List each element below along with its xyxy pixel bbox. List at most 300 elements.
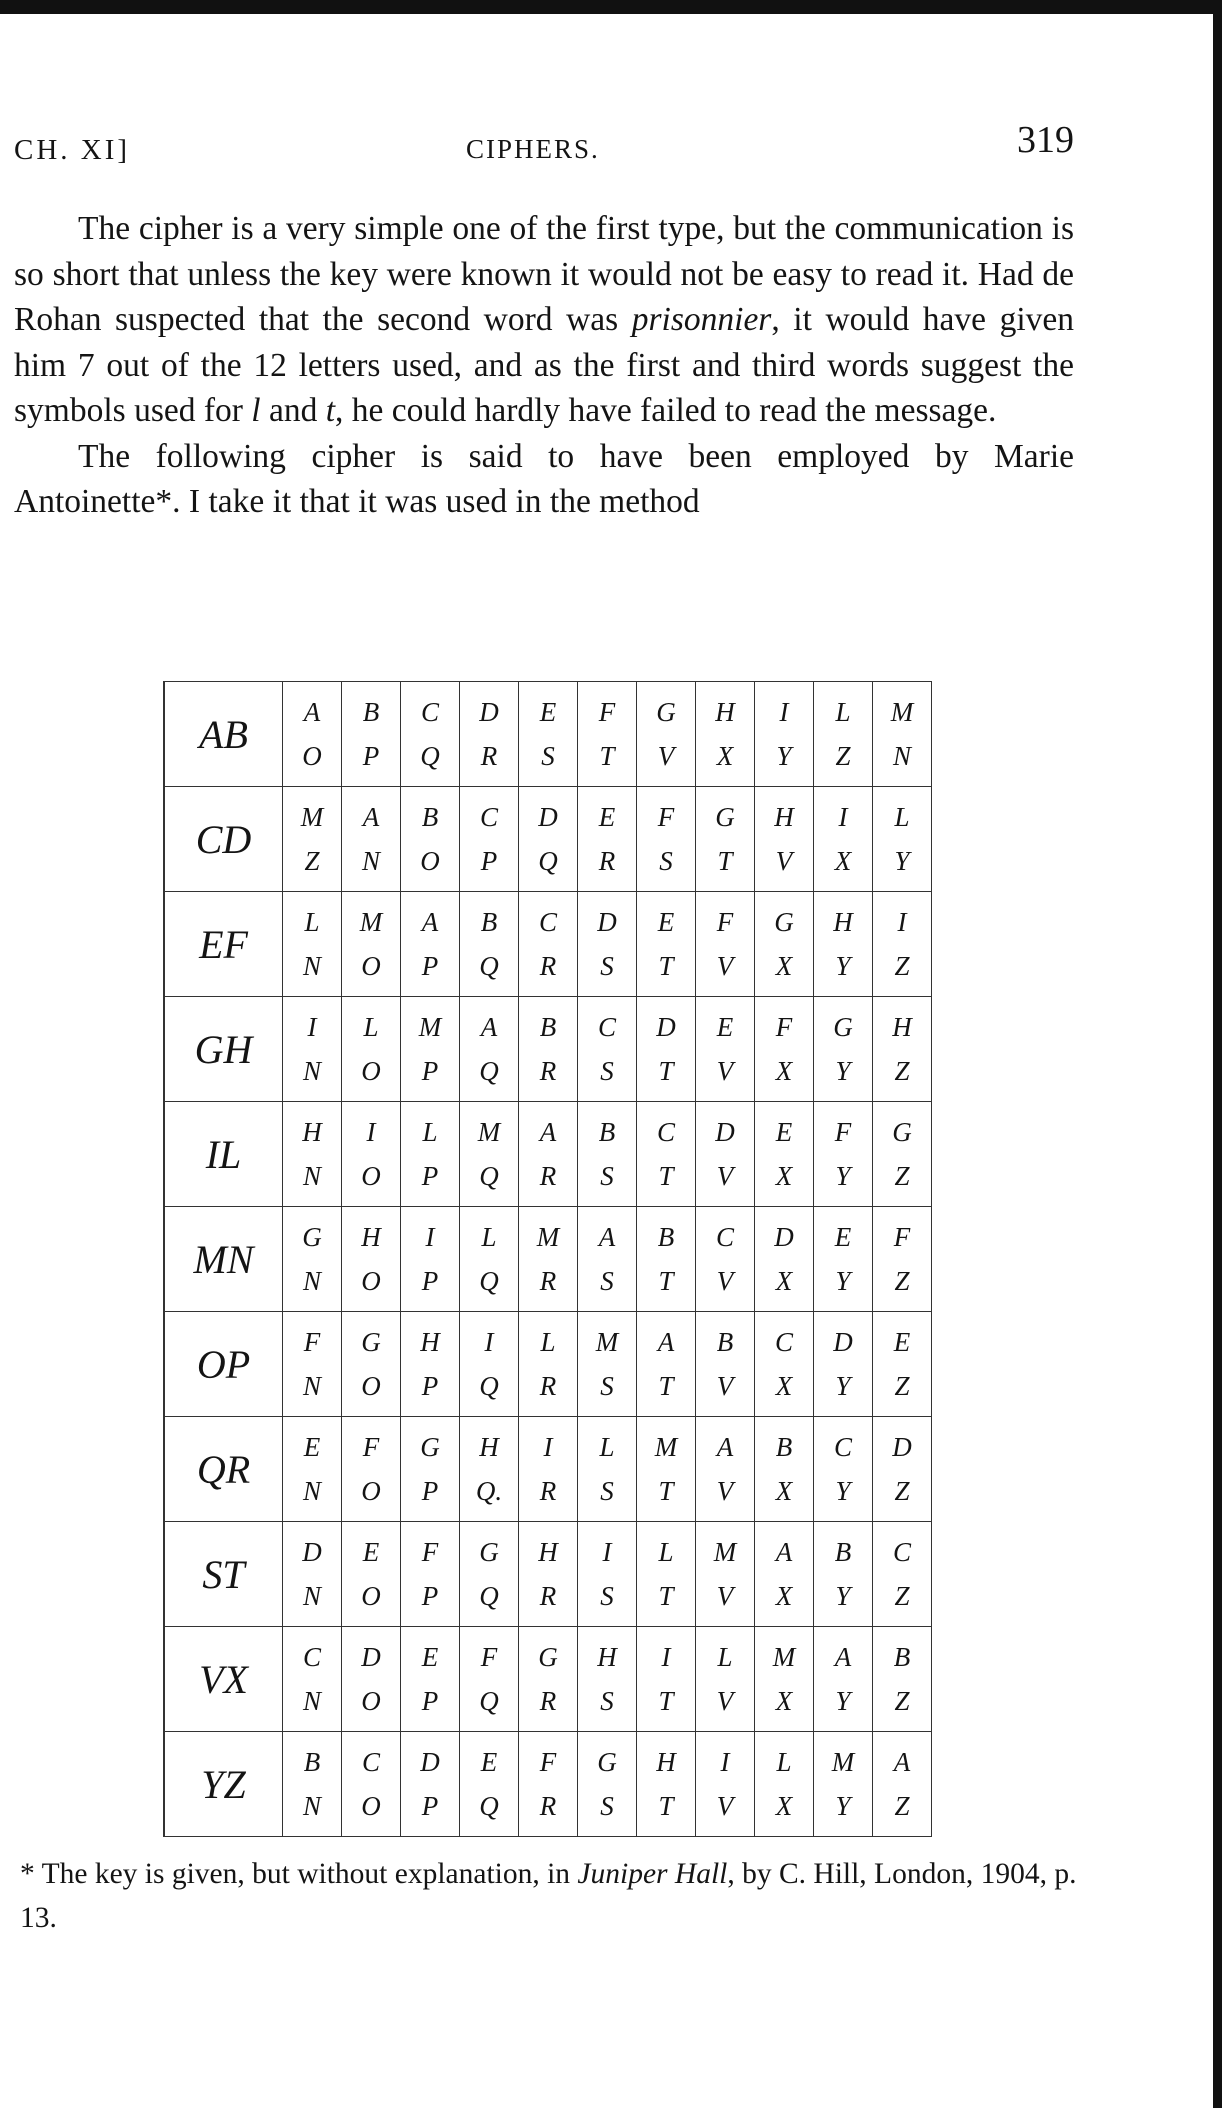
cipher-cell-bottom-letter: R — [539, 1056, 557, 1086]
cipher-cell — [519, 682, 578, 787]
cipher-cell — [342, 1312, 401, 1417]
cipher-cell-top-letter: D — [597, 907, 617, 937]
cipher-cell — [519, 1627, 578, 1732]
cipher-cell-top-letter: H — [892, 1012, 912, 1042]
cipher-cell — [814, 1207, 873, 1312]
cipher-cell — [578, 997, 637, 1102]
cipher-cell-top-letter: B — [598, 1117, 616, 1147]
cipher-cell-bottom-letter: T — [658, 1686, 674, 1716]
cipher-cell-top-letter: G — [656, 697, 676, 727]
cipher-cell-top-letter: H — [833, 907, 853, 937]
cipher-cell-top-letter: B — [539, 1012, 557, 1042]
cipher-cell-top-letter: D — [715, 1117, 735, 1147]
cipher-cell-bottom-letter: R — [539, 1161, 557, 1191]
page-right-edge — [1213, 0, 1222, 2108]
cipher-cell — [460, 1102, 519, 1207]
cipher-cell — [814, 892, 873, 997]
cipher-cell-top-letter: M — [359, 907, 383, 937]
cipher-cell-top-letter: B — [716, 1327, 734, 1357]
cipher-cell — [401, 997, 460, 1102]
cipher-cell-top-letter: G — [479, 1537, 499, 1567]
paragraph-1-text-d: , he could hardly have failed to read the message. — [335, 392, 997, 429]
cipher-cell — [401, 1732, 460, 1837]
cipher-cell-top-letter: E — [303, 1432, 321, 1462]
cipher-cell-bottom-letter: S — [600, 1056, 614, 1086]
cipher-cell-bottom-letter: Q — [479, 1371, 499, 1401]
cipher-cell — [342, 1732, 401, 1837]
cipher-cell — [283, 1627, 342, 1732]
cipher-cell — [460, 1522, 519, 1627]
cipher-cell-bottom-letter: P — [421, 1791, 439, 1821]
cipher-cell-top-letter: A — [362, 802, 380, 832]
cipher-cell-top-letter: F — [775, 1012, 793, 1042]
cipher-row-key: MN — [164, 1207, 283, 1312]
cipher-cell — [696, 1732, 755, 1837]
cipher-cell — [519, 1522, 578, 1627]
cipher-cell-top-letter: D — [656, 1012, 676, 1042]
cipher-cell-bottom-letter: N — [302, 1161, 321, 1191]
cipher-cell-top-letter: I — [838, 802, 848, 832]
cipher-cell-top-letter: C — [656, 1117, 675, 1147]
cipher-cell-bottom-letter: X — [775, 951, 793, 981]
cipher-cell — [401, 1312, 460, 1417]
cipher-table — [163, 681, 932, 1837]
cipher-cell — [696, 1207, 755, 1312]
cipher-cell-top-letter: A — [834, 1642, 852, 1672]
cipher-cell-top-letter: H — [715, 697, 735, 727]
cipher-cell-top-letter: M — [654, 1432, 678, 1462]
cipher-cell-bottom-letter: Z — [894, 1371, 910, 1401]
cipher-cell-top-letter: L — [717, 1642, 733, 1672]
cipher-cell-top-letter: C — [715, 1222, 734, 1252]
cipher-cell-bottom-letter: O — [361, 1056, 381, 1086]
cipher-cell — [342, 1417, 401, 1522]
paragraph-1-text-b: , it would have given him 7 out of the 12 letters used, and as the first and third words suggest the symbols used for — [14, 301, 1074, 429]
cipher-cell-bottom-letter: Y — [835, 1371, 851, 1401]
cipher-cell — [342, 787, 401, 892]
cipher-cell — [696, 997, 755, 1102]
cipher-cell-bottom-letter: Z — [894, 1686, 910, 1716]
cipher-cell-bottom-letter: V — [716, 1686, 734, 1716]
cipher-cell — [637, 1627, 696, 1732]
cipher-cell-bottom-letter: S — [600, 1686, 614, 1716]
cipher-cell — [519, 1732, 578, 1837]
cipher-cell-bottom-letter: N — [302, 1476, 321, 1506]
cipher-cell-top-letter: B — [480, 907, 498, 937]
cipher-cell-top-letter: I — [661, 1642, 671, 1672]
cipher-cell — [578, 1732, 637, 1837]
cipher-cell — [460, 1207, 519, 1312]
cipher-cell-bottom-letter: V — [716, 1371, 734, 1401]
cipher-cell-bottom-letter: R — [598, 846, 616, 876]
cipher-cell-top-letter: I — [425, 1222, 435, 1252]
cipher-cell-top-letter: D — [361, 1642, 381, 1672]
cipher-cell — [519, 1312, 578, 1417]
cipher-cell-bottom-letter: Y — [835, 1476, 851, 1506]
cipher-cell-bottom-letter: O — [361, 1371, 381, 1401]
cipher-cell — [814, 997, 873, 1102]
cipher-cell-top-letter: F — [598, 697, 616, 727]
cipher-cell-top-letter: F — [657, 802, 675, 832]
cipher-cell-top-letter: I — [779, 697, 789, 727]
cipher-cell-top-letter: B — [657, 1222, 675, 1252]
cipher-row — [164, 1417, 932, 1522]
cipher-cell — [460, 1732, 519, 1837]
cipher-cell — [578, 1627, 637, 1732]
cipher-cell-bottom-letter: P — [421, 1686, 439, 1716]
cipher-cell — [460, 1312, 519, 1417]
cipher-cell-top-letter: D — [538, 802, 558, 832]
cipher-cell-bottom-letter: N — [302, 1266, 321, 1296]
cipher-cell — [814, 1627, 873, 1732]
cipher-cell — [873, 1312, 932, 1417]
cipher-cell-bottom-letter: Y — [835, 1686, 851, 1716]
cipher-cell-bottom-letter: X — [716, 741, 734, 771]
cipher-cell — [696, 1627, 755, 1732]
cipher-cell-bottom-letter: Q — [479, 1686, 499, 1716]
cipher-cell-top-letter: G — [774, 907, 794, 937]
cipher-cell-bottom-letter: O — [361, 1791, 381, 1821]
cipher-cell — [696, 1312, 755, 1417]
cipher-cell-bottom-letter: Q — [479, 1266, 499, 1296]
cipher-cell-top-letter: E — [716, 1012, 734, 1042]
cipher-cell-top-letter: D — [833, 1327, 853, 1357]
cipher-cell — [755, 1627, 814, 1732]
cipher-cell-top-letter: B — [303, 1747, 321, 1777]
cipher-cell — [814, 1312, 873, 1417]
cipher-row-key: EF — [164, 892, 283, 997]
cipher-cell — [283, 1522, 342, 1627]
cipher-cell-top-letter: C — [597, 1012, 616, 1042]
cipher-cell — [401, 787, 460, 892]
cipher-cell-bottom-letter: S — [600, 1581, 614, 1611]
cipher-cell — [755, 1522, 814, 1627]
cipher-cell — [460, 1417, 519, 1522]
cipher-cell — [873, 1732, 932, 1837]
cipher-cell-bottom-letter: Y — [776, 741, 792, 771]
cipher-cell-bottom-letter: Z — [835, 741, 851, 771]
cipher-cell-top-letter: H — [361, 1222, 381, 1252]
cipher-cell-top-letter: E — [421, 1642, 439, 1672]
cipher-cell-bottom-letter: N — [302, 1791, 321, 1821]
cipher-cell — [873, 1627, 932, 1732]
cipher-cell — [342, 892, 401, 997]
cipher-cell-bottom-letter: N — [892, 741, 911, 771]
cipher-row — [164, 1207, 932, 1312]
cipher-cell-bottom-letter: V — [716, 1161, 734, 1191]
cipher-cell-top-letter: G — [302, 1222, 322, 1252]
cipher-cell-bottom-letter: R — [539, 1791, 557, 1821]
cipher-cell-bottom-letter: P — [421, 1266, 439, 1296]
cipher-cell-top-letter: B — [775, 1432, 793, 1462]
cipher-cell — [814, 1102, 873, 1207]
body-text — [14, 206, 1074, 525]
cipher-cell-top-letter: B — [362, 697, 380, 727]
cipher-cell-top-letter: C — [420, 697, 439, 727]
cipher-cell — [696, 787, 755, 892]
cipher-cell — [283, 1732, 342, 1837]
cipher-cell-bottom-letter: X — [775, 1266, 793, 1296]
cipher-cell-top-letter: G — [892, 1117, 912, 1147]
cipher-cell-top-letter: H — [774, 802, 794, 832]
cipher-cell-top-letter: H — [420, 1327, 440, 1357]
cipher-cell-bottom-letter: Q — [479, 951, 499, 981]
cipher-cell-bottom-letter: S — [600, 951, 614, 981]
cipher-cell — [873, 1522, 932, 1627]
cipher-cell — [755, 1732, 814, 1837]
cipher-cell — [696, 682, 755, 787]
cipher-cell-bottom-letter: Q — [479, 1581, 499, 1611]
cipher-cell — [342, 1627, 401, 1732]
cipher-cell — [578, 892, 637, 997]
cipher-cell-bottom-letter: Q — [538, 846, 558, 876]
cipher-cell — [578, 787, 637, 892]
cipher-cell — [342, 1207, 401, 1312]
cipher-cell-top-letter: L — [658, 1537, 674, 1567]
cipher-cell-bottom-letter: Z — [304, 846, 320, 876]
cipher-cell — [283, 1102, 342, 1207]
cipher-cell-top-letter: G — [597, 1747, 617, 1777]
cipher-row — [164, 1627, 932, 1732]
cipher-cell-bottom-letter: R — [539, 951, 557, 981]
cipher-cell-bottom-letter: P — [421, 1161, 439, 1191]
cipher-cell-bottom-letter: Y — [894, 846, 910, 876]
cipher-cell-bottom-letter: Q. — [475, 1476, 503, 1506]
cipher-cell-top-letter: D — [302, 1537, 322, 1567]
cipher-cell — [637, 1102, 696, 1207]
cipher-cell-top-letter: M — [477, 1117, 501, 1147]
cipher-cell-bottom-letter: O — [361, 1161, 381, 1191]
cipher-cell-top-letter: E — [657, 907, 675, 937]
cipher-cell-top-letter: B — [834, 1537, 852, 1567]
cipher-cell-bottom-letter: P — [480, 846, 498, 876]
cipher-cell-top-letter: M — [890, 697, 914, 727]
cipher-cell-top-letter: G — [715, 802, 735, 832]
cipher-cell — [283, 892, 342, 997]
cipher-cell — [401, 892, 460, 997]
paragraph-1-italic-t: t — [325, 392, 336, 429]
cipher-cell-top-letter: M — [831, 1747, 855, 1777]
cipher-cell-bottom-letter: R — [539, 1686, 557, 1716]
cipher-cell-top-letter: E — [775, 1117, 793, 1147]
cipher-cell-top-letter: M — [536, 1222, 560, 1252]
cipher-row — [164, 787, 932, 892]
cipher-cell-top-letter: C — [302, 1642, 321, 1672]
cipher-cell-top-letter: B — [893, 1642, 911, 1672]
cipher-cell-top-letter: H — [538, 1537, 558, 1567]
cipher-cell-bottom-letter: X — [775, 1056, 793, 1086]
cipher-cell-bottom-letter: O — [361, 1686, 381, 1716]
cipher-row — [164, 682, 932, 787]
cipher-cell-bottom-letter: V — [716, 951, 734, 981]
cipher-cell-top-letter: L — [422, 1117, 438, 1147]
cipher-row-key: QR — [164, 1417, 283, 1522]
cipher-cell — [578, 682, 637, 787]
cipher-cell-bottom-letter: O — [361, 1266, 381, 1296]
cipher-cell-top-letter: I — [720, 1747, 730, 1777]
cipher-cell-top-letter: F — [716, 907, 734, 937]
cipher-cell — [755, 787, 814, 892]
cipher-row-key: AB — [164, 682, 283, 787]
cipher-row — [164, 892, 932, 997]
cipher-cell — [755, 892, 814, 997]
cipher-cell-bottom-letter: Q — [479, 1791, 499, 1821]
cipher-cell-top-letter: I — [897, 907, 907, 937]
cipher-cell-bottom-letter: X — [775, 1791, 793, 1821]
cipher-cell-top-letter: F — [421, 1537, 439, 1567]
cipher-cell — [814, 682, 873, 787]
cipher-cell — [401, 1627, 460, 1732]
cipher-row-key: OP — [164, 1312, 283, 1417]
cipher-cell-bottom-letter: S — [659, 846, 673, 876]
cipher-cell — [460, 892, 519, 997]
cipher-cell — [696, 1417, 755, 1522]
cipher-row-key: ST — [164, 1522, 283, 1627]
cipher-cell-bottom-letter: P — [362, 741, 380, 771]
cipher-cell-bottom-letter: X — [775, 1161, 793, 1191]
cipher-cell-bottom-letter: Q — [479, 1161, 499, 1191]
cipher-cell — [519, 997, 578, 1102]
cipher-cell-top-letter: A — [539, 1117, 557, 1147]
cipher-cell-top-letter: A — [421, 907, 439, 937]
cipher-cell-top-letter: L — [363, 1012, 379, 1042]
page-top-edge — [0, 0, 1222, 14]
cipher-cell-bottom-letter: Y — [835, 1791, 851, 1821]
cipher-cell-top-letter: M — [418, 1012, 442, 1042]
cipher-cell-bottom-letter: O — [361, 1581, 381, 1611]
cipher-cell-top-letter: G — [420, 1432, 440, 1462]
cipher-cell — [283, 1417, 342, 1522]
cipher-cell-top-letter: F — [303, 1327, 321, 1357]
cipher-cell — [401, 1102, 460, 1207]
cipher-cell — [342, 997, 401, 1102]
cipher-cell-bottom-letter: T — [717, 846, 733, 876]
cipher-cell-bottom-letter: O — [302, 741, 322, 771]
cipher-cell-bottom-letter: R — [539, 1476, 557, 1506]
cipher-cell — [401, 682, 460, 787]
cipher-cell-top-letter: A — [893, 1747, 911, 1777]
cipher-cell-top-letter: C — [833, 1432, 852, 1462]
cipher-cell-bottom-letter: V — [716, 1476, 734, 1506]
footnote-text-b: , by C. Hill, London, 1904, p. 13. — [20, 1858, 1077, 1934]
cipher-cell — [873, 1417, 932, 1522]
cipher-cell-bottom-letter: T — [658, 1476, 674, 1506]
cipher-cell — [460, 1627, 519, 1732]
paragraph-1-italic-word: prisonnier — [631, 301, 772, 338]
cipher-cell-bottom-letter: S — [600, 1371, 614, 1401]
cipher-cell — [283, 787, 342, 892]
cipher-cell-top-letter: I — [543, 1432, 553, 1462]
cipher-cell-bottom-letter: O — [361, 951, 381, 981]
cipher-row — [164, 1732, 932, 1837]
cipher-cell-top-letter: H — [302, 1117, 322, 1147]
cipher-cell-bottom-letter: Y — [835, 951, 851, 981]
cipher-cell — [873, 787, 932, 892]
cipher-cell — [519, 787, 578, 892]
cipher-cell-top-letter: M — [713, 1537, 737, 1567]
cipher-cell-bottom-letter: Z — [894, 1161, 910, 1191]
cipher-cell — [342, 1102, 401, 1207]
cipher-cell-bottom-letter: S — [600, 1791, 614, 1821]
cipher-cell-bottom-letter: O — [420, 846, 440, 876]
cipher-cell-top-letter: L — [599, 1432, 615, 1462]
cipher-cell — [283, 1312, 342, 1417]
cipher-cell-bottom-letter: Z — [894, 1056, 910, 1086]
cipher-cell-bottom-letter: V — [657, 741, 675, 771]
cipher-cell — [637, 1312, 696, 1417]
cipher-cell-bottom-letter: S — [600, 1476, 614, 1506]
cipher-cell-top-letter: D — [774, 1222, 794, 1252]
cipher-cell-bottom-letter: R — [539, 1371, 557, 1401]
cipher-cell — [873, 1207, 932, 1312]
cipher-cell-top-letter: L — [835, 697, 851, 727]
cipher-cell-bottom-letter: Z — [894, 1266, 910, 1296]
cipher-cell — [401, 1522, 460, 1627]
paragraph-1 — [14, 206, 1074, 434]
running-title: CIPHERS. — [466, 134, 600, 164]
cipher-cell — [401, 1207, 460, 1312]
cipher-cell — [460, 787, 519, 892]
cipher-cell — [578, 1522, 637, 1627]
cipher-cell-top-letter: C — [892, 1537, 911, 1567]
cipher-cell — [755, 682, 814, 787]
cipher-cell-bottom-letter: Y — [835, 1056, 851, 1086]
running-header — [14, 118, 1074, 178]
cipher-cell-bottom-letter: Q — [479, 1056, 499, 1086]
cipher-cell-bottom-letter: R — [480, 741, 498, 771]
cipher-cell-top-letter: E — [834, 1222, 852, 1252]
cipher-cell-top-letter: L — [481, 1222, 497, 1252]
cipher-cell-top-letter: A — [716, 1432, 734, 1462]
cipher-cell-bottom-letter: X — [775, 1581, 793, 1611]
cipher-cell — [401, 1417, 460, 1522]
cipher-cell-top-letter: E — [480, 1747, 498, 1777]
cipher-cell-bottom-letter: N — [302, 1686, 321, 1716]
cipher-cell-top-letter: M — [595, 1327, 619, 1357]
cipher-cell — [637, 892, 696, 997]
cipher-cell-bottom-letter: O — [361, 1476, 381, 1506]
cipher-row — [164, 1102, 932, 1207]
cipher-cell — [578, 1102, 637, 1207]
cipher-cell — [637, 1207, 696, 1312]
footnote-text-a: * The key is given, but without explanation, in — [20, 1858, 578, 1890]
cipher-row-key: VX — [164, 1627, 283, 1732]
cipher-cell — [637, 787, 696, 892]
cipher-cell-top-letter: C — [479, 802, 498, 832]
cipher-row-key: YZ — [164, 1732, 283, 1837]
cipher-cell-bottom-letter: V — [716, 1791, 734, 1821]
cipher-cell-bottom-letter: T — [599, 741, 615, 771]
cipher-cell-top-letter: A — [480, 1012, 498, 1042]
cipher-cell — [578, 1312, 637, 1417]
cipher-cell — [637, 682, 696, 787]
cipher-cell — [696, 1522, 755, 1627]
cipher-cell-bottom-letter: R — [539, 1266, 557, 1296]
paragraph-1-text-c: and — [260, 392, 326, 429]
cipher-cell-top-letter: B — [421, 802, 439, 832]
cipher-cell-bottom-letter: S — [600, 1266, 614, 1296]
cipher-cell-top-letter: F — [539, 1747, 557, 1777]
cipher-cell — [519, 892, 578, 997]
cipher-cell-top-letter: E — [362, 1537, 380, 1567]
chapter-label: CH. XI] — [14, 134, 131, 166]
cipher-cell-bottom-letter: N — [302, 1056, 321, 1086]
cipher-cell — [873, 997, 932, 1102]
cipher-cell-top-letter: A — [775, 1537, 793, 1567]
cipher-cell-bottom-letter: T — [658, 1161, 674, 1191]
cipher-cell — [637, 1417, 696, 1522]
cipher-cell-top-letter: D — [420, 1747, 440, 1777]
